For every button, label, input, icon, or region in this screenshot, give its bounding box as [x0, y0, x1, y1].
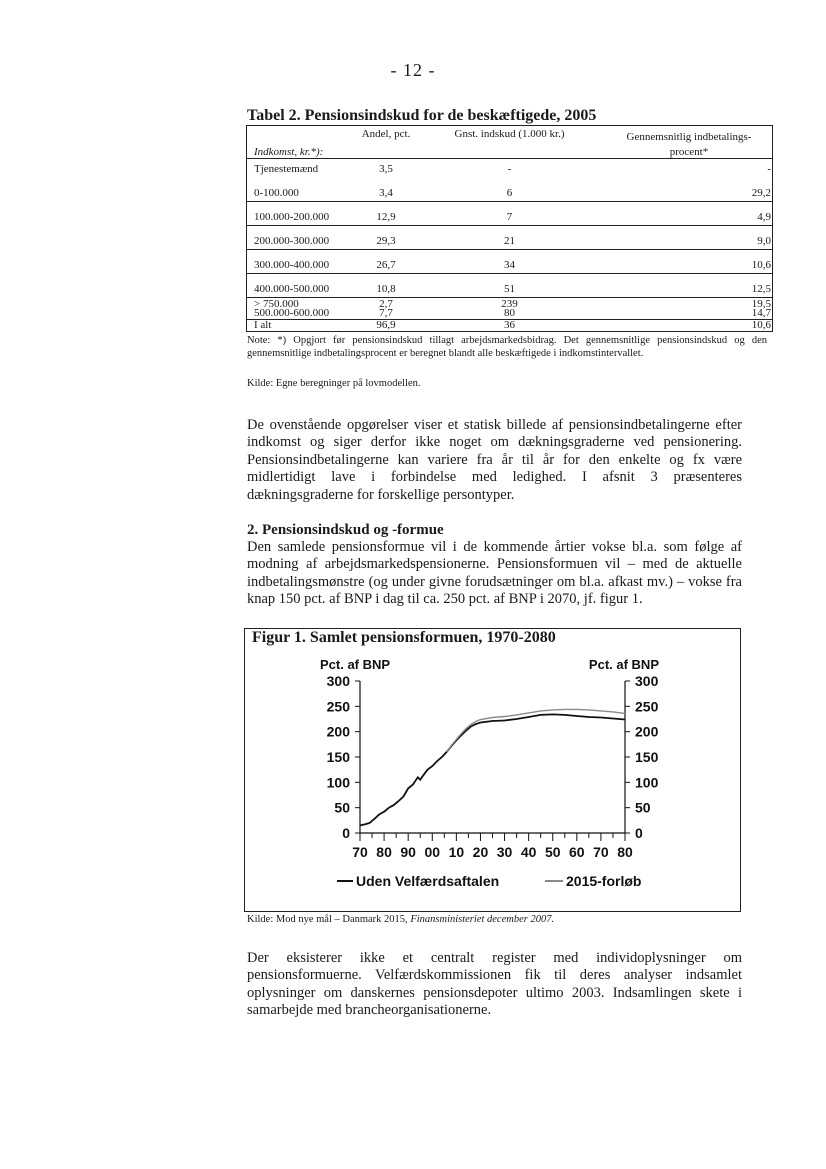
- table-cell-c: 19,5: [751, 298, 771, 310]
- x-tick-label: 00: [424, 844, 441, 860]
- table-rule: [247, 297, 772, 298]
- y-tick-label-left: 150: [326, 749, 350, 765]
- table-cell-label: > 750.000: [254, 298, 299, 310]
- table-cell-c: 10,6: [751, 319, 771, 331]
- y-axis-label-right: Pct. af BNP: [588, 657, 659, 672]
- figure-title: Figur 1. Samlet pensionsformuen, 1970-2080: [252, 629, 556, 646]
- x-tick-label: 70: [352, 844, 368, 860]
- table-cell-label: Tjenestemænd: [254, 163, 319, 175]
- y-tick-label-right: 250: [635, 698, 659, 715]
- table-cell-b: 80: [504, 307, 515, 319]
- figure-source-italic: Finansministeriet december 2007.: [410, 914, 555, 925]
- table-cell-a: 3,5: [379, 163, 393, 175]
- table-cell-label: 0-100.000: [254, 187, 299, 199]
- x-tick-label: 60: [569, 844, 585, 860]
- figure-source: [247, 914, 554, 925]
- y-tick-label-right: 100: [635, 774, 659, 791]
- table-cell-c: -: [767, 163, 771, 175]
- table-cell-label: 100.000-200.000: [254, 211, 330, 223]
- table-note: Note: *) Opgjort før pensionsindskud tillagt arbejdsmarkedsbidrag. Det gennemsnitlige pensionsindskud og den gennemsnitlige indbetalingsprocent er beregnet blandt alle beskæftigede i indkomstintervallet.: [247, 335, 767, 359]
- table-cell-b: 7: [506, 211, 513, 223]
- series-line-1: [360, 714, 625, 825]
- table-rule: [247, 158, 772, 159]
- table-cell-a: 7,7: [379, 307, 393, 319]
- y-tick-label-right: 150: [635, 749, 659, 765]
- col-header-procent-line1: Gennemsnitlig indbetalings-: [626, 131, 752, 143]
- table-cell-c: 4,9: [757, 211, 771, 223]
- paragraph-3: Der eksisterer ikke et centralt register med individoplysninger om pensionsformuerne. Velfærdskommissionen fik til deres analyser indsamlet oplysninger om danskernes pensionsdepoter ultimo 2003. Indsamlingen skete i samarbejde med brancheorganisationerne.: [247, 950, 742, 1019]
- table-cell-label: 400.000-500.000: [254, 283, 330, 295]
- x-tick-label: 70: [593, 844, 609, 860]
- figure-source-text: Kilde: Mod nye mål – Danmark 2015,: [247, 914, 411, 925]
- section-heading: 2. Pensionsindskud og -formue: [247, 522, 444, 538]
- row-label-header: Indkomst, kr.*):: [254, 146, 324, 158]
- table-cell-c: 10,6: [751, 259, 771, 271]
- pension-table: [246, 125, 773, 332]
- table-cell-b: 34: [504, 259, 515, 271]
- y-tick-label-right: 300: [635, 673, 659, 689]
- x-tick-label: 40: [520, 844, 537, 860]
- table-cell-b: -: [507, 163, 512, 175]
- table-cell-a: 26,7: [376, 259, 396, 271]
- paragraph-1: De ovenstående opgørelser viser et statisk billede af pensionsindbetalingerne efter indkomst og siger derfor ikke noget om dækningsgraderne ved pensionering. Pensionsindbetalingerne kan variere fra år til år for den enkelte og fx være midlertidigt lave i forbindelse med ledighed. I afsnit 3 præsenteres dækningsgraderne for forskellige persontyper.: [247, 417, 742, 503]
- col-header-indskud: Gnst. indskud (1.000 kr.): [454, 128, 565, 140]
- table-cell-c: 9,0: [757, 235, 771, 247]
- table-rule: [247, 319, 772, 320]
- x-tick-label: 80: [617, 844, 633, 860]
- table-cell-a: 96,9: [376, 319, 396, 331]
- table-cell-b: 36: [504, 319, 515, 331]
- col-header-procent-line2: procent*: [669, 146, 709, 158]
- table-title: Tabel 2. Pensionsindskud for de beskæftigede, 2005: [247, 107, 597, 124]
- y-axis-label-left: Pct. af BNP: [320, 657, 391, 672]
- table-rule: [247, 273, 772, 274]
- x-tick-label: 20: [472, 844, 489, 860]
- table-cell-a: 3,4: [379, 187, 393, 199]
- table-cell-a: 2,7: [379, 298, 393, 310]
- pension-chart: [245, 629, 742, 913]
- y-tick-label-left: 0: [342, 825, 350, 841]
- x-tick-label: 80: [376, 844, 392, 860]
- table-rule: [247, 249, 772, 250]
- col-header-andel: Andel, pct.: [361, 128, 411, 140]
- x-tick-label: 90: [400, 844, 416, 860]
- x-tick-label: 30: [496, 844, 513, 860]
- table-cell-a: 10,8: [376, 283, 396, 295]
- page-number: - 12 -: [390, 60, 436, 80]
- figure-box: [244, 628, 741, 912]
- table-cell-label: 200.000-300.000: [254, 235, 330, 247]
- table-cell-b: 6: [506, 187, 513, 199]
- y-tick-label-right: 0: [635, 825, 643, 841]
- y-tick-label-right: 200: [635, 723, 659, 740]
- y-tick-label-left: 100: [326, 774, 350, 791]
- table-cell-c: 29,2: [751, 187, 771, 199]
- table-cell-c: 14,7: [751, 307, 771, 319]
- table-cell-label: I alt: [254, 319, 272, 331]
- table-source: Kilde: Egne beregninger på lovmodellen.: [247, 378, 421, 389]
- table-cell-b: 51: [504, 283, 515, 295]
- y-tick-label-left: 200: [326, 723, 350, 740]
- table-cell-a: 29,3: [376, 235, 396, 247]
- table-cell-b: 239: [501, 298, 518, 310]
- y-tick-label-left: 300: [326, 673, 350, 689]
- paragraph-2: Den samlede pensionsformue vil i de kommende årtier vokse bl.a. som følge af modning af arbejdsmarkedspensionerne. Pensionsformuen vil – med de aktuelle indbetalingsmønstre (og under givne forudsætninger om bl.a. afkast mv.) – vokse fra knap 150 pct. af BNP i dag til ca. 250 pct. af BNP i 2070, jf. figur 1.: [247, 539, 742, 608]
- y-tick-label-right: 50: [635, 799, 651, 816]
- x-tick-label: 50: [544, 844, 561, 860]
- table-cell-label: 500.000-600.000: [254, 307, 330, 319]
- y-tick-label-left: 50: [334, 799, 350, 816]
- x-tick-label: 10: [448, 844, 465, 860]
- table-cell-c: 12,5: [751, 283, 771, 295]
- table-rule: [247, 201, 772, 202]
- table-cell-b: 21: [504, 235, 515, 247]
- y-tick-label-left: 250: [326, 698, 350, 715]
- legend-label-1: Uden Velfærdsaftalen: [356, 873, 500, 889]
- table-rule: [247, 225, 772, 226]
- legend-label-2: 2015-forløb: [566, 873, 642, 889]
- table-cell-a: 12,9: [376, 211, 396, 223]
- table-cell-label: 300.000-400.000: [254, 259, 330, 271]
